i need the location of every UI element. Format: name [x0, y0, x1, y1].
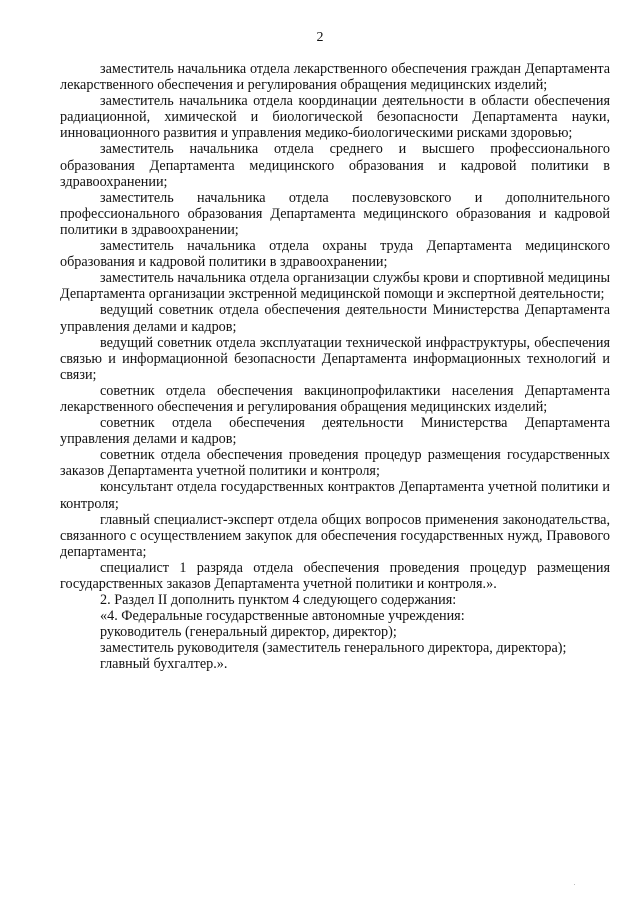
list-item-paragraph: ведущий советник отдела обеспечения деятельности Министерства Департамента управления делами и кадров; — [60, 302, 610, 335]
list-item-paragraph: заместитель начальника отдела послевузовского и дополнительного профессионального образования Департамента медицинского образования и кадровой политики в здравоохранении; — [60, 189, 610, 238]
list-item-paragraph: руководитель (генеральный директор, директор); — [100, 624, 397, 641]
list-item-paragraph: советник отдела обеспечения деятельности Министерства Департамента управления делами и кадров; — [60, 415, 610, 448]
list-item-paragraph: главный бухгалтер.». — [100, 656, 228, 673]
document-body — [60, 61, 610, 673]
list-item-paragraph: заместитель начальника отдела координации деятельности в области обеспечения радиационной, химической и биологической безопасности Департамента науки, инновационного развития и управления медико-биологическими рисками здоровью; — [60, 93, 610, 142]
list-item-paragraph: заместитель начальника отдела организации службы крови и спортивной медицины Департамента организации экстренной медицинской помощи и экспертной деятельности; — [60, 270, 610, 303]
list-item-paragraph: консультант отдела государственных контрактов Департамента учетной политики и контроля; — [60, 479, 610, 512]
item-heading-paragraph: «4. Федеральные государственные автономные учреждения: — [100, 608, 465, 625]
list-item-paragraph: ведущий советник отдела эксплуатации технической инфраструктуры, обеспечения связью и информационной безопасности Департамента информационных технологий и связи; — [60, 334, 610, 383]
list-item-paragraph: советник отдела обеспечения вакцинопрофилактики населения Департамента лекарственного обеспечения и регулирования обращения медицинских изделий; — [60, 382, 610, 415]
scan-speck — [574, 884, 575, 885]
list-item-paragraph: заместитель руководителя (заместитель генерального директора, директора); — [100, 640, 567, 657]
list-item-paragraph: специалист 1 разряда отдела обеспечения проведения процедур размещения государственных заказов Департамента учетной политики и контроля.». — [60, 559, 610, 592]
page-number: 2 — [316, 30, 324, 45]
list-item-paragraph: советник отдела обеспечения проведения процедур размещения государственных заказов Департамента учетной политики и контроля; — [60, 447, 610, 480]
list-item-paragraph: заместитель начальника отдела среднего и высшего профессионального образования Департамента медицинского образования и кадровой политики в здравоохранении; — [60, 141, 610, 190]
section-amendment-paragraph: 2. Раздел II дополнить пунктом 4 следующего содержания: — [100, 592, 457, 609]
list-item-paragraph: заместитель начальника отдела лекарственного обеспечения граждан Департамента лекарственного обеспечения и регулирования обращения медицинских изделий; — [60, 61, 610, 94]
list-item-paragraph: главный специалист-эксперт отдела общих вопросов применения законодательства, связанного с осуществлением закупок для обеспечения государственных нужд, Правового департамента; — [60, 511, 610, 560]
list-item-paragraph: заместитель начальника отдела охраны труда Департамента медицинского образования и кадровой политики в здравоохранении; — [60, 238, 610, 271]
